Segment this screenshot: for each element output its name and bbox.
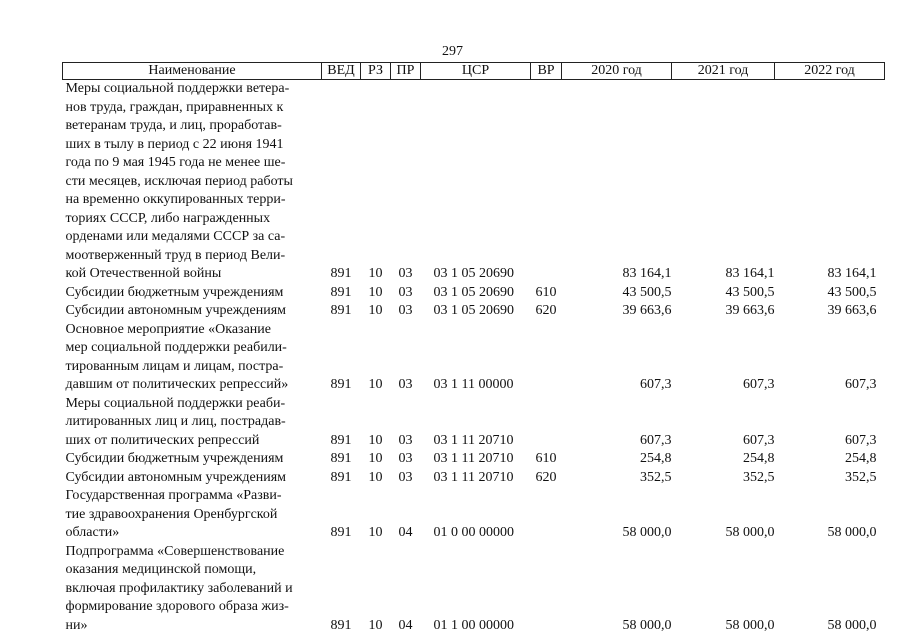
row-rz: 10 xyxy=(368,451,383,466)
row-csr: 03 1 11 20710 xyxy=(433,432,514,448)
row-name: Субсидии автономным учреждениям xyxy=(65,303,287,318)
row-2022: 58 000,0 xyxy=(827,617,877,633)
row-ved: 891 xyxy=(330,432,352,448)
row-vr: 610 xyxy=(535,451,557,466)
row-2020: 39 663,6 xyxy=(622,303,672,318)
row-csr: 03 1 11 00000 xyxy=(433,377,514,392)
row-rz: 10 xyxy=(368,303,383,318)
row-ved: 891 xyxy=(330,451,352,466)
row-vr xyxy=(531,80,562,284)
row-csr: 03 1 11 20710 xyxy=(433,469,514,485)
row-pr: 03 xyxy=(398,303,413,318)
header-2020: 2020 год xyxy=(562,63,672,80)
page-number: 297 xyxy=(442,44,463,59)
row-pr: 03 xyxy=(398,377,413,392)
row-name: Меры социальной поддержки ветера- нов труда, граждан, приравненных к ветеранам труда, и лиц, проработав- ших в тылу в период с 22 июня 1941 года по 9 мая 1945 года не менее ше- сти месяцев, исключая период работы на временно оккупированных терри- ториях СССР, либо награжденных орденами или медалями СССР за са- моотверженный труд в период Вели- кой Отечественной войны xyxy=(65,81,293,281)
row-2021: 254,8 xyxy=(743,451,775,466)
row-ved: 891 xyxy=(330,525,352,540)
row-vr xyxy=(531,395,562,451)
header-2022: 2022 год xyxy=(775,63,885,80)
row-2022: 43 500,5 xyxy=(827,284,877,300)
header-2021: 2021 год xyxy=(672,63,775,80)
row-2022: 58 000,0 xyxy=(827,525,877,540)
row-pr: 03 xyxy=(398,451,413,466)
header-vr: ВР xyxy=(531,63,562,80)
row-ved: 891 xyxy=(330,617,352,633)
table-row xyxy=(63,469,885,488)
row-pr: 04 xyxy=(398,617,413,633)
row-2022: 607,3 xyxy=(845,432,877,448)
row-pr: 03 xyxy=(398,432,413,448)
row-2022: 607,3 xyxy=(845,377,877,392)
row-2020: 254,8 xyxy=(640,451,672,466)
row-vr xyxy=(531,321,562,395)
row-2022: 39 663,6 xyxy=(827,303,877,318)
table-header-row xyxy=(63,63,885,80)
row-csr: 03 1 05 20690 xyxy=(433,303,514,318)
table-row xyxy=(63,284,885,303)
row-ved: 891 xyxy=(330,377,352,392)
row-2021: 607,3 xyxy=(743,432,775,448)
row-csr: 01 1 00 00000 xyxy=(433,617,514,633)
budget-table xyxy=(62,62,885,635)
row-rz: 10 xyxy=(368,266,383,281)
row-ved: 891 xyxy=(330,266,352,281)
table-row xyxy=(63,302,885,321)
row-vr xyxy=(531,543,562,636)
row-2020: 58 000,0 xyxy=(622,617,672,633)
row-2020: 83 164,1 xyxy=(622,266,672,281)
row-2021: 83 164,1 xyxy=(725,266,775,281)
table-row xyxy=(63,80,885,284)
table-row xyxy=(63,543,885,636)
row-csr: 03 1 11 20710 xyxy=(433,451,514,466)
row-pr: 03 xyxy=(398,284,413,300)
row-2020: 607,3 xyxy=(640,377,672,392)
row-2021: 39 663,6 xyxy=(725,303,775,318)
row-vr: 620 xyxy=(535,303,557,318)
row-vr: 620 xyxy=(535,469,557,485)
row-2020: 352,5 xyxy=(640,469,672,485)
header-csr: ЦСР xyxy=(421,63,531,80)
row-pr: 03 xyxy=(398,266,413,281)
header-name: Наименование xyxy=(63,63,322,80)
header-pr: ПР xyxy=(391,63,421,80)
row-rz: 10 xyxy=(368,469,383,485)
row-2022: 83 164,1 xyxy=(827,266,877,281)
row-2022: 352,5 xyxy=(845,469,877,485)
row-name: Подпрограмма «Совершенствование оказания медицинской помощи, включая профилактику заболеваний и формирование здорового образа жиз- ни» xyxy=(65,543,293,633)
table-row xyxy=(63,450,885,469)
row-ved: 891 xyxy=(330,303,352,318)
row-ved: 891 xyxy=(330,284,352,300)
row-rz: 10 xyxy=(368,377,383,392)
row-2021: 58 000,0 xyxy=(725,525,775,540)
header-rz: РЗ xyxy=(361,63,391,80)
row-2022: 254,8 xyxy=(845,451,877,466)
row-2021: 607,3 xyxy=(743,377,775,392)
row-csr: 01 0 00 00000 xyxy=(433,525,514,540)
row-vr: 610 xyxy=(535,284,557,300)
row-rz: 10 xyxy=(368,617,383,633)
row-rz: 10 xyxy=(368,284,383,300)
row-2020: 607,3 xyxy=(640,432,672,448)
row-2021: 58 000,0 xyxy=(725,617,775,633)
row-pr: 03 xyxy=(398,469,413,485)
row-name: Субсидии бюджетным учреждениям xyxy=(65,451,284,466)
row-2020: 43 500,5 xyxy=(622,284,672,300)
row-pr: 04 xyxy=(398,525,413,540)
row-2021: 352,5 xyxy=(743,469,775,485)
row-2021: 43 500,5 xyxy=(725,284,775,300)
row-name: Субсидии автономным учреждениям xyxy=(65,469,287,485)
row-name: Основное мероприятие «Оказание мер социальной поддержки реабили- тированным лицам и лицам, постра- давшим от политических репрессий» xyxy=(65,321,289,392)
row-ved: 891 xyxy=(330,469,352,485)
table-row xyxy=(63,487,885,543)
row-name: Государственная программа «Разви- тие здравоохранения Оренбургской области» xyxy=(65,488,282,540)
row-rz: 10 xyxy=(368,432,383,448)
row-name: Субсидии бюджетным учреждениям xyxy=(65,284,284,300)
row-name: Меры социальной поддержки реаби- литированных лиц и лиц, пострадав- ших от политических репрессий xyxy=(65,395,286,448)
header-ved: ВЕД xyxy=(322,63,361,80)
row-csr: 03 1 05 20690 xyxy=(433,284,514,300)
table-row xyxy=(63,321,885,395)
row-rz: 10 xyxy=(368,525,383,540)
row-2020: 58 000,0 xyxy=(622,525,672,540)
table-row xyxy=(63,395,885,451)
row-csr: 03 1 05 20690 xyxy=(433,266,514,281)
row-vr xyxy=(531,487,562,543)
